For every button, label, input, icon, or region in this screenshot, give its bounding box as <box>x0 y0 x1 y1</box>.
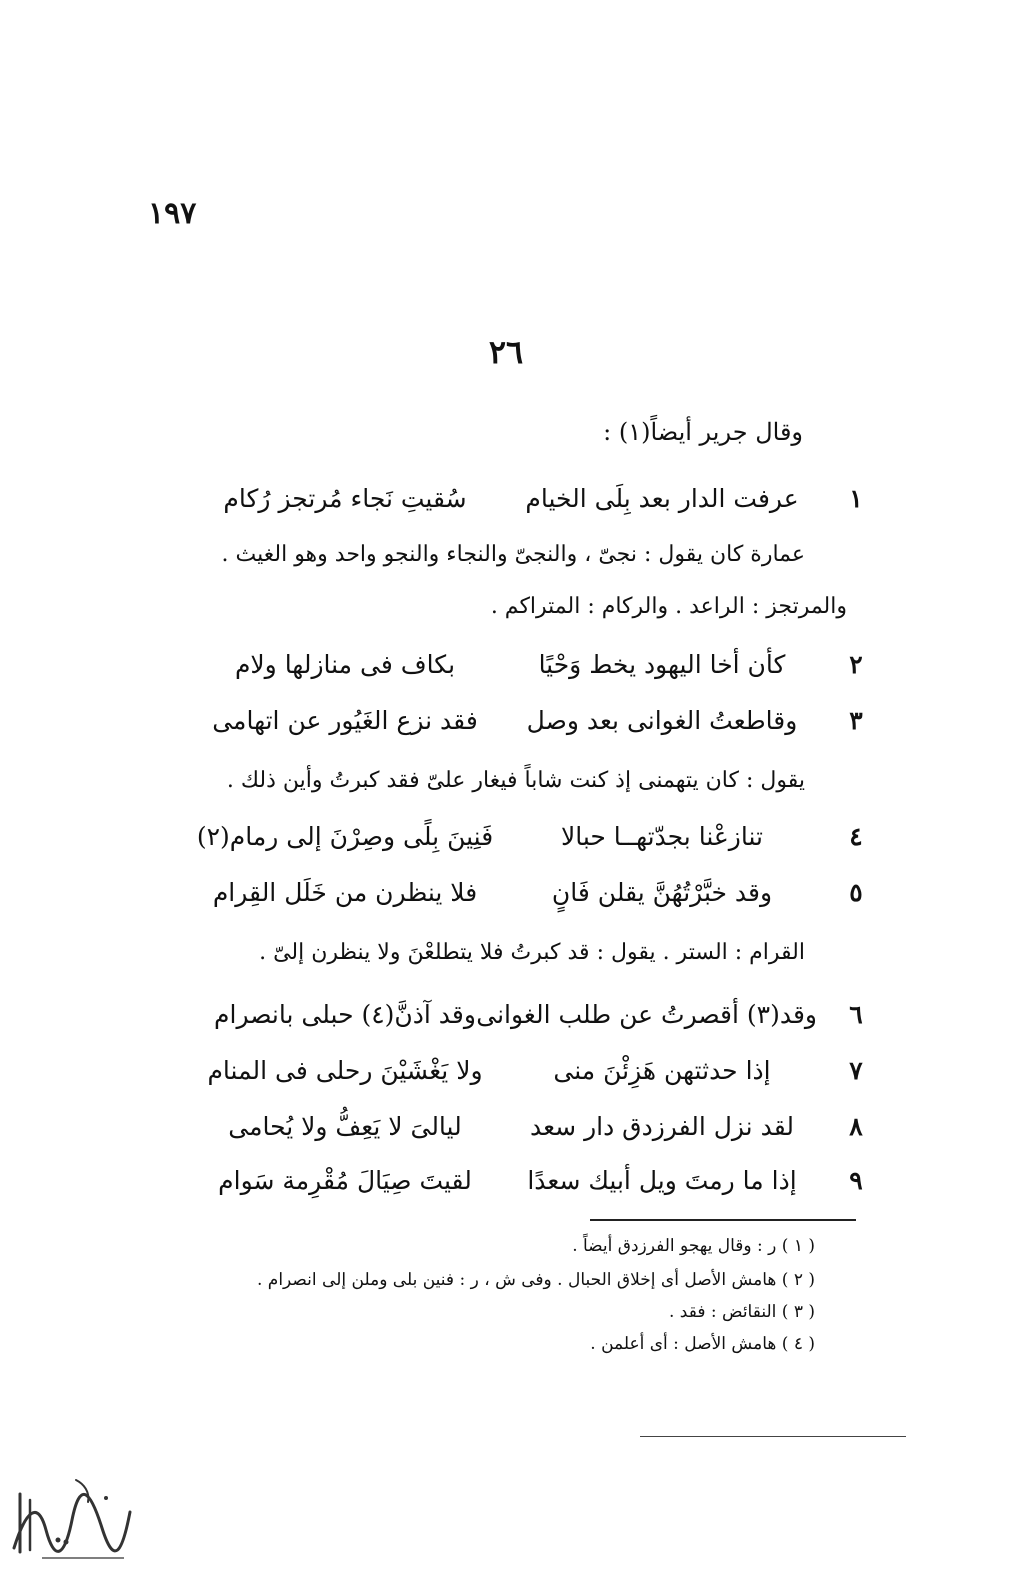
verse-number: ٨ <box>849 1112 863 1141</box>
verse-hemistich-first: إذا حدثتهن هَزِئْنَ منى <box>553 1056 771 1085</box>
verse-number: ٣ <box>849 706 863 735</box>
verse-hemistich-first: لقد نزل الفرزدق دار سعد <box>530 1112 794 1141</box>
verse-hemistich-second: فَنِينَ بِلًى وصِرْنَ إلى رمام(٢) <box>196 822 494 851</box>
commentary-line: القرام : الستر . يقول : قد كبرتُ فلا يتطلعْنَ ولا ينظرن إلىّ . <box>259 940 805 965</box>
verse-hemistich-first: كأن أخا اليهود يخط وَحْيًا <box>538 650 786 679</box>
verse-hemistich-first: عرفت الدار بعد بِلَى الخيام <box>525 484 799 513</box>
verse-number: ٩ <box>849 1166 863 1195</box>
verse-hemistich-second: سُقيتِ نَجاء مُرتجز رُكام <box>223 484 467 513</box>
page-number: ١٩٧ <box>148 196 197 231</box>
calligraphy-stamp-logo <box>6 1470 138 1570</box>
calligraphy-stamp-icon <box>6 1470 138 1570</box>
bottom-rule <box>640 1436 906 1437</box>
verse-number: ٢ <box>849 650 863 679</box>
verse-hemistich-first: وقد خبَّرْتُهُنَّ يقلن فَانٍ <box>551 878 773 907</box>
footnote: ( ٣ ) النقائض : فقد . <box>669 1302 815 1322</box>
verse-hemistich-second: ولا يَغْشَيْنَ رحلى فى المنام <box>207 1056 483 1085</box>
verse-hemistich-second: وقد آذنَّ(٤) حبلى بانصرام <box>214 1000 476 1029</box>
footnote: ( ٢ ) هامش الأصل أى إخلاق الحبال . وفى ش ، ر : فنين بلى وملن إلى انصرام . <box>257 1270 815 1290</box>
poem-intro: وقال جرير أيضاً(١) : <box>603 418 803 446</box>
verse-hemistich-second: لقيتَ صِيَالَ مُقْرِمة سَوام <box>218 1166 472 1195</box>
footnote: ( ١ ) ر : وقال يهجو الفرزدق أيضاً . <box>572 1236 815 1256</box>
verse-hemistich-first: وقد(٣) أقصرتُ عن طلب الغوانى <box>476 1000 817 1029</box>
verse-hemistich-second: فلا ينظرن من خَلَل القِرام <box>212 878 478 907</box>
commentary-line: يقول : كان يتهمنى إذ كنت شاباً فيغار علىّ فقد كبرتُ وأين ذلك . <box>226 768 805 793</box>
footnote-separator <box>590 1219 856 1221</box>
verse-hemistich-first: تنازعْنا بجدّتهــا حبالا <box>560 822 763 851</box>
verse-number: ١ <box>849 484 863 513</box>
verse-number: ٧ <box>849 1056 863 1085</box>
verse-number: ٤ <box>849 822 863 851</box>
verse-hemistich-second: فقد نزع الغَيُور عن اتهامى <box>212 706 478 735</box>
commentary-line: والمرتجز : الراعد . والركام : المتراكم . <box>490 594 847 619</box>
poem-number: ٢٦ <box>488 333 524 371</box>
verse-hemistich-first: إذا ما رمتَ ويل أبيك سعدًا <box>527 1166 797 1195</box>
verse-number: ٥ <box>849 878 863 907</box>
verse-hemistich-second: ليالىَ لا يَعِفُّ ولا يُحامى <box>228 1112 462 1141</box>
footnote: ( ٤ ) هامش الأصل : أى أعلمن . <box>590 1334 815 1354</box>
commentary-line: عمارة كان يقول : نجىّ ، والنجىّ والنجاء والنجو واحد وهو الغيث . <box>221 542 805 567</box>
verse-hemistich-first: وقاطعتُ الغوانى بعد وصل <box>526 706 798 735</box>
verse-number: ٦ <box>849 1000 863 1029</box>
verse-hemistich-second: بكاف فى منازلها ولام <box>234 650 456 679</box>
